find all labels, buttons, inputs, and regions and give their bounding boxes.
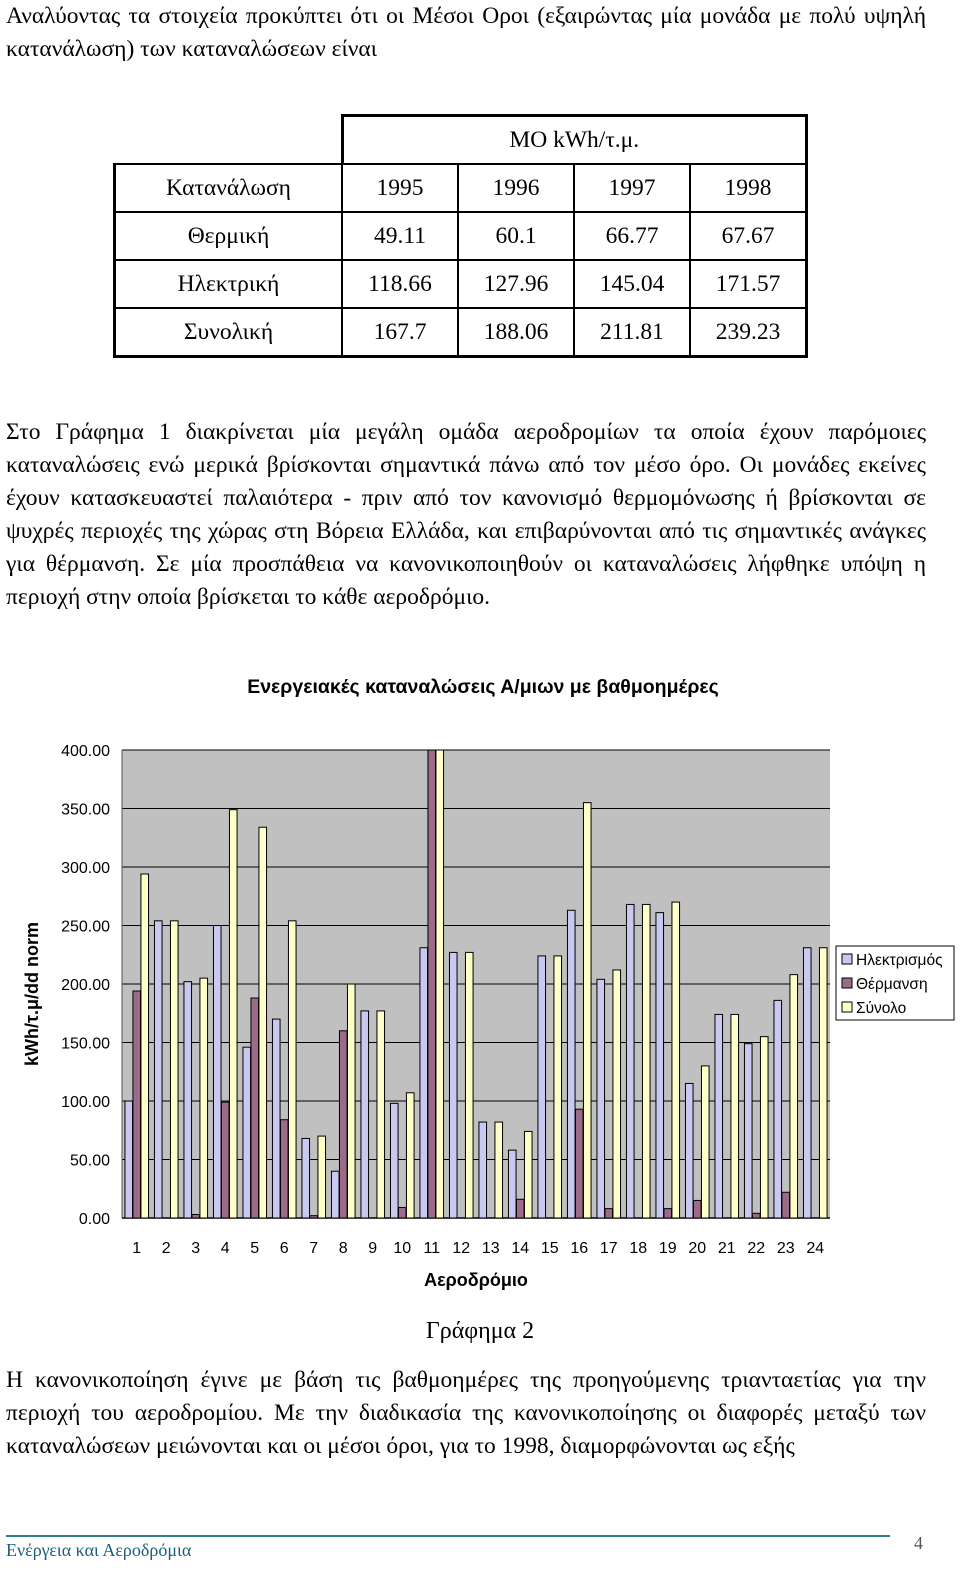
bar-electricity (272, 1019, 280, 1218)
bar-heating (251, 998, 259, 1218)
bar-total (760, 1037, 768, 1218)
bar-electricity (508, 1150, 516, 1218)
bar-total (377, 1011, 385, 1218)
bar-heating (752, 1213, 760, 1218)
x-tick-label: 10 (393, 1240, 412, 1257)
x-tick-label: 6 (279, 1240, 289, 1257)
bar-electricity (479, 1122, 487, 1218)
table-cell: 167.7 (342, 308, 458, 357)
bar-total (465, 952, 473, 1218)
chart-title: Ενεργειακές καταναλώσεις Α/μιων με βαθμοημέρες (247, 676, 719, 698)
bar-electricity (213, 926, 221, 1219)
bar-total (819, 948, 827, 1218)
x-tick-label: 14 (511, 1240, 530, 1257)
bar-electricity (361, 1011, 369, 1218)
x-tick-label: 12 (452, 1240, 471, 1257)
bar-total (790, 975, 798, 1218)
table-cell: 145.04 (574, 260, 690, 308)
bar-electricity (597, 979, 605, 1218)
bar-electricity (656, 913, 664, 1218)
normalization-paragraph: Η κανονικοποίηση έγινε με βάση τις βαθμοημέρες της προηγούμενης τριανταετίας για την περιοχή του αεροδρομίου. Με την διαδικασία της κανονικοποίησης οι διαφορές μεταξύ των καταναλώσεων μειώνονται και οι μέσοι όροι, για το 1998, διαμορφώνονται ως εξής (6, 1367, 926, 1459)
bar-total (642, 904, 650, 1218)
bar-heating (516, 1199, 524, 1218)
table-cell: 127.96 (458, 260, 574, 308)
x-tick-label: 9 (368, 1240, 378, 1257)
x-tick-label: 17 (599, 1240, 618, 1257)
table-cell: 211.81 (574, 308, 690, 357)
bar-total (554, 956, 562, 1218)
bar-total (288, 921, 296, 1218)
page-number: 4 (914, 1533, 923, 1553)
bar-electricity (538, 956, 546, 1218)
x-tick-label: 3 (191, 1240, 201, 1257)
bar-total (170, 921, 178, 1218)
bar-total (731, 1014, 739, 1218)
x-tick-label: 1 (132, 1240, 142, 1257)
x-tick-label: 24 (806, 1240, 825, 1257)
x-tick-label: 15 (540, 1240, 559, 1257)
bar-total (200, 978, 208, 1218)
bar-heating (575, 1109, 583, 1218)
bar-electricity (390, 1103, 398, 1218)
bar-total (613, 970, 621, 1218)
x-tick-label: 22 (747, 1240, 766, 1257)
y-tick-label: 200.00 (61, 977, 110, 994)
table-row (115, 260, 807, 308)
bar-electricity (685, 1083, 693, 1218)
table-cell: 60.1 (458, 212, 574, 260)
figure-caption: Γράφημα 2 (425, 1318, 535, 1344)
table-cell: 171.57 (690, 260, 807, 308)
x-tick-label: 20 (688, 1240, 707, 1257)
x-tick-label: 21 (717, 1240, 736, 1257)
bar-heating (280, 1120, 288, 1218)
x-tick-label: 7 (309, 1240, 319, 1257)
bar-electricity (302, 1138, 310, 1218)
bar-electricity (626, 904, 634, 1218)
table-year: 1996 (458, 164, 574, 212)
legend-label: Ηλεκτρισμός (856, 952, 943, 969)
bar-heating (339, 1031, 347, 1218)
x-tick-label: 16 (570, 1240, 589, 1257)
bar-heating (605, 1209, 613, 1218)
x-tick-label: 13 (481, 1240, 500, 1257)
x-tick-label: 8 (338, 1240, 348, 1257)
x-tick-label: 23 (776, 1240, 795, 1257)
table-cell: 188.06 (458, 308, 574, 357)
bar-electricity (125, 1101, 133, 1218)
bar-heating (428, 750, 436, 1218)
x-axis-label: Αεροδρόμιο (424, 1270, 528, 1290)
y-tick-label: 350.00 (61, 801, 110, 819)
x-tick-label: 2 (161, 1240, 171, 1257)
bar-total (583, 803, 591, 1218)
bar-total (436, 750, 444, 1218)
bar-electricity (449, 952, 457, 1218)
x-tick-label: 11 (423, 1240, 441, 1257)
legend-swatch (842, 1002, 852, 1012)
table-row-label: Ηλεκτρική (115, 260, 343, 308)
bar-total (259, 827, 267, 1218)
bar-total (141, 874, 149, 1218)
footer-divider (6, 1535, 890, 1537)
table-cell: 239.23 (690, 308, 807, 357)
y-tick-label: 250.00 (61, 918, 110, 936)
intro-paragraph: Αναλύοντας τα στοιχεία προκύπτει ότι οι Μέσοι Οροι (εξαιρώντας μία μονάδα με πολύ υψηλή κατανάλωση) των καταναλώσεων είναι (6, 3, 926, 62)
legend-label: Σύνολο (856, 1000, 907, 1017)
bar-total (229, 810, 237, 1218)
bar-heating (664, 1209, 672, 1218)
bar-heating (133, 991, 141, 1218)
mean-consumption-table (113, 114, 808, 358)
bar-heating (221, 1102, 229, 1218)
bar-total (347, 984, 355, 1218)
x-tick-label: 18 (629, 1240, 648, 1257)
table-col-label: Κατανάλωση (115, 164, 343, 212)
bar-heating (782, 1192, 790, 1218)
bar-total (406, 1093, 414, 1218)
y-tick-label: 50.00 (69, 1152, 110, 1170)
bar-electricity (420, 948, 428, 1218)
bar-electricity (243, 1047, 251, 1218)
table-cell: 118.66 (342, 260, 458, 308)
table-header-row (115, 116, 807, 165)
y-tick-label: 400.00 (61, 743, 110, 760)
bar-electricity (154, 921, 162, 1218)
legend-swatch (842, 954, 852, 964)
bar-total (318, 1136, 326, 1218)
bar-electricity (184, 982, 192, 1218)
bar-heating (398, 1207, 406, 1218)
bar-total (524, 1131, 532, 1218)
bar-total (495, 1122, 503, 1218)
table-cell: 49.11 (342, 212, 458, 260)
table-row (115, 308, 807, 357)
table-cell: 66.77 (574, 212, 690, 260)
graph1-paragraph: Στο Γράφημα 1 διακρίνεται μία μεγάλη ομάδα αεροδρομίων τα οποία έχουν παρόμοιες καταναλώσεις ενώ μερικά βρίσκονται σημαντικά πάνω από τον μέσο όρο. Οι μονάδες εκείνες έχουν κατασκευαστεί παλαιότερα - πριν από τον κανονισμό θερμομόνωσης ή βρίσκονται σε ψυχρές περιοχές της χώρας στη Βόρεια Ελλάδα, και επιβαρύνονται από τις σημαντικές ανάγκες για θέρμανση. Σε μία προσπάθεια να κανονικοποιηθούν οι καταναλώσεις λήφθηκε υπόψη η περιοχή στην οποία βρίσκεται το κάθε αεροδρόμιο. (6, 419, 926, 610)
bar-electricity (774, 1000, 782, 1218)
bar-heating (693, 1200, 701, 1218)
bar-heating (310, 1216, 318, 1218)
x-tick-label: 19 (658, 1240, 677, 1257)
table-year: 1997 (574, 164, 690, 212)
bar-electricity (331, 1171, 339, 1218)
y-tick-label: 0.00 (78, 1211, 110, 1228)
y-tick-label: 150.00 (61, 1035, 110, 1053)
table-year: 1998 (690, 164, 807, 212)
table-cell: 67.67 (690, 212, 807, 260)
x-tick-label: 4 (220, 1240, 230, 1257)
bar-electricity (567, 910, 575, 1218)
table-years-row (115, 164, 807, 212)
bar-electricity (715, 1014, 723, 1218)
energy-consumption-chart (0, 720, 960, 1300)
table-empty-cell (115, 116, 343, 165)
legend-swatch (842, 978, 852, 988)
y-tick-label: 100.00 (61, 1094, 110, 1111)
table-row-label: Συνολική (115, 308, 343, 357)
y-axis-label: kWh/τ.μ/dd norm (22, 921, 42, 1067)
bar-total (701, 1066, 709, 1218)
table-row (115, 212, 807, 260)
bar-electricity (803, 948, 811, 1218)
table-unit-header: ΜΟ kWh/τ.μ. (342, 116, 807, 165)
table-row-label: Θερμική (115, 212, 343, 260)
x-tick-label: 5 (250, 1240, 260, 1257)
bar-heating (192, 1214, 200, 1218)
footer-title: Ενέργεια και Αεροδρόμια (6, 1540, 192, 1560)
bar-total (672, 902, 680, 1218)
table-year: 1995 (342, 164, 458, 212)
y-tick-label: 300.00 (61, 860, 110, 877)
legend-label: Θέρμανση (856, 976, 928, 993)
bar-electricity (744, 1044, 752, 1218)
